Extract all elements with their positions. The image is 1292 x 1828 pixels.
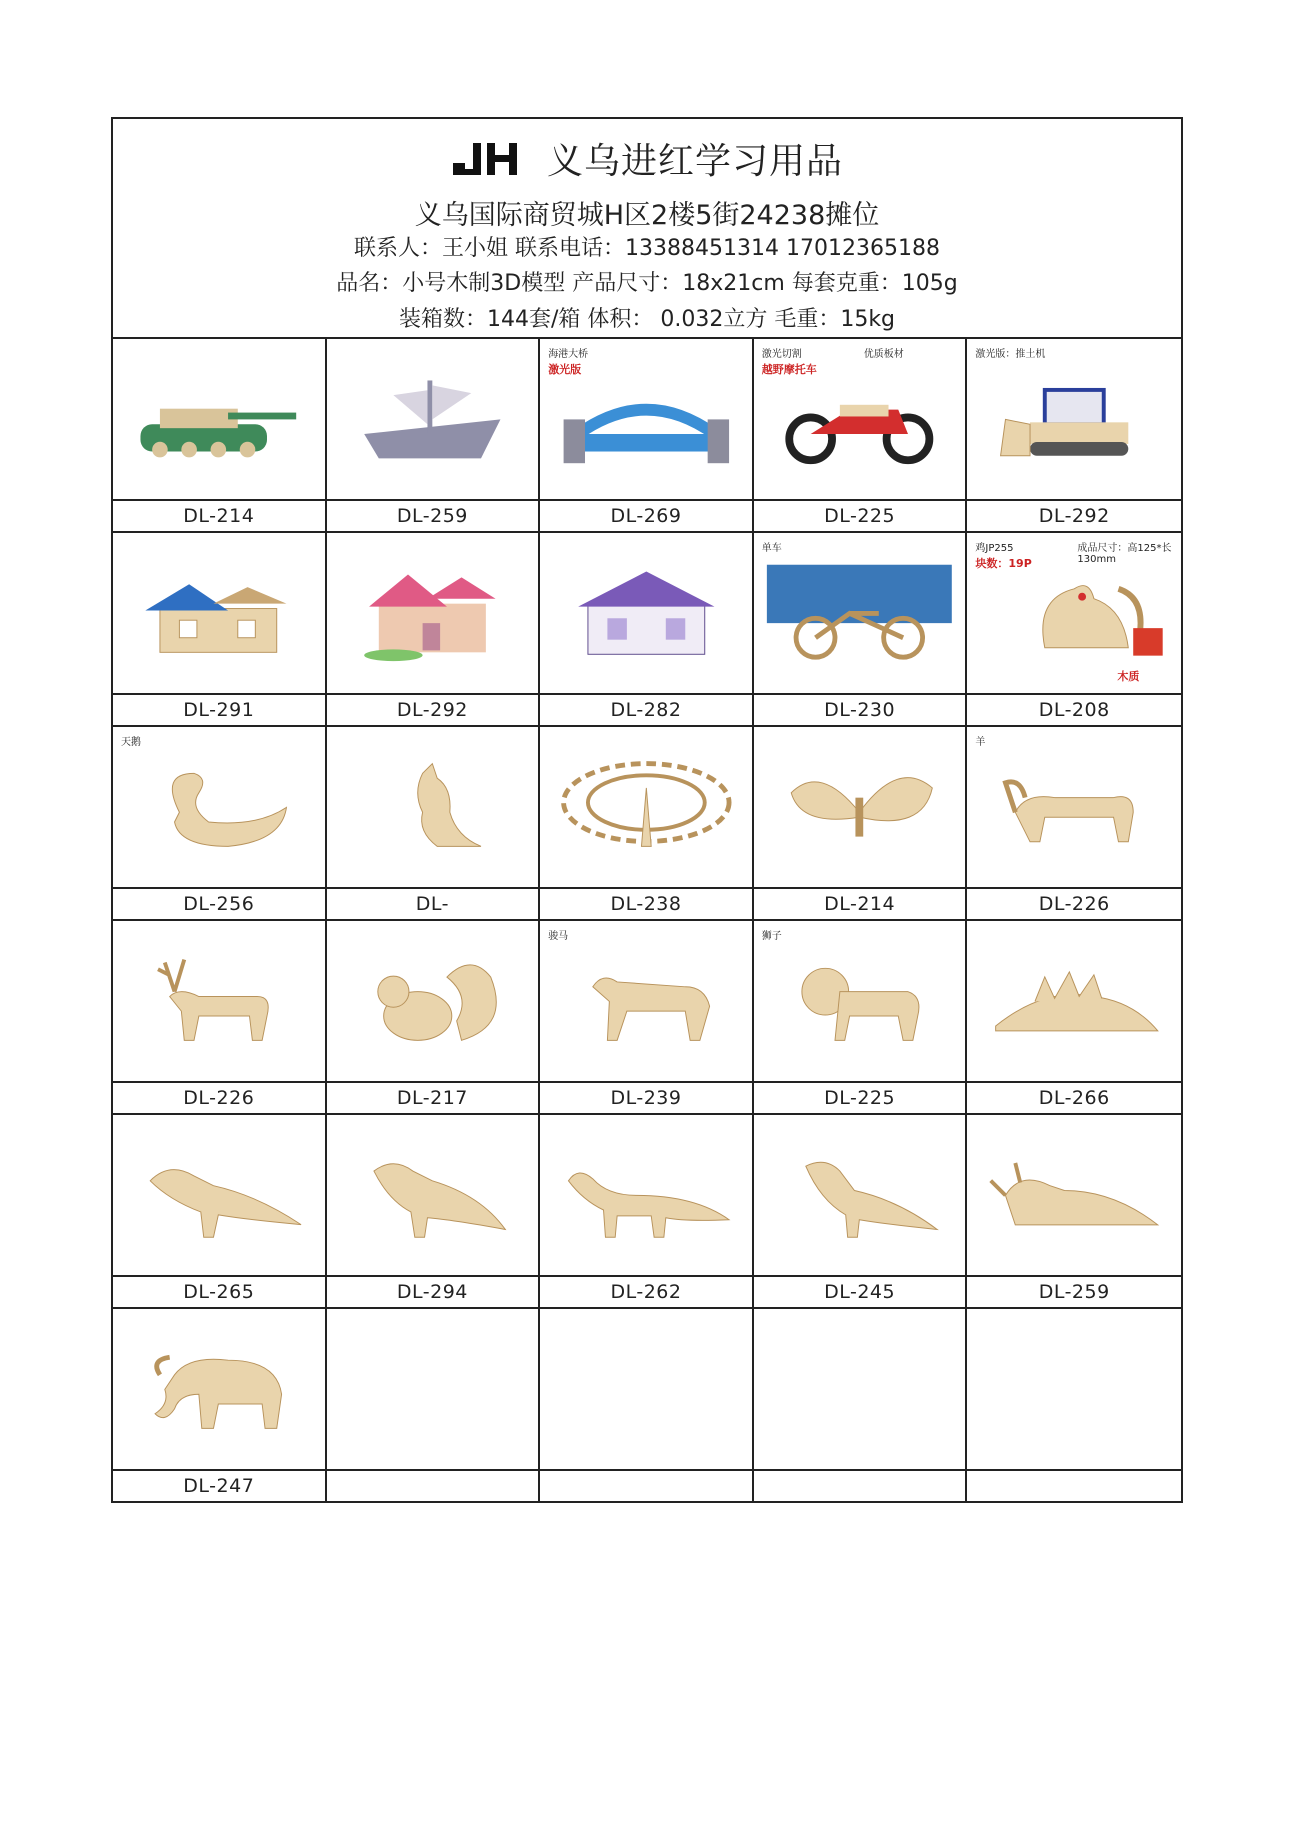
product-cell: [327, 533, 541, 727]
product-image: [967, 921, 1181, 1083]
product-cell: [113, 1309, 327, 1501]
product-tag: 天鹅: [121, 737, 141, 748]
product-cell: [113, 921, 327, 1115]
product-tag: 单车: [761, 543, 782, 554]
product-code: DL-217: [396, 1087, 468, 1109]
company-name: 义乌进红学习用品: [546, 140, 843, 182]
jh-logo: [451, 141, 521, 175]
product-tag: 激光版: [548, 363, 582, 376]
product-image: [967, 339, 1181, 501]
product-cell: [113, 1115, 327, 1309]
product-image: [754, 1115, 966, 1277]
jh-logo-icon: [451, 141, 521, 175]
product-code: [967, 1471, 1181, 1501]
purple-house-icon: [549, 543, 744, 684]
product-image: [967, 727, 1181, 889]
product-tag: 成品尺寸：高125*长130mm: [1077, 543, 1172, 565]
product-tag: 羊: [975, 737, 986, 748]
butterfly-icon: [762, 737, 957, 878]
squirrel-icon: [335, 931, 530, 1072]
product-code: DL-256: [183, 893, 255, 915]
empty-cell: [754, 1309, 968, 1501]
product-code: DL-262: [610, 1281, 682, 1303]
sauropod-icon: [549, 1125, 744, 1266]
product-code: DL-238: [610, 893, 682, 915]
product-code: DL-247: [183, 1475, 255, 1497]
product-cell: [540, 339, 754, 533]
product-tag: 海港大桥: [548, 349, 589, 360]
product-tag: 木质: [1117, 670, 1140, 683]
pink-house-icon: [335, 543, 530, 684]
product-image: [540, 727, 752, 889]
product-image: [967, 533, 1181, 695]
product-cell: [967, 921, 1181, 1115]
product-cell: [327, 921, 541, 1115]
product-code: DL-259: [1038, 1281, 1110, 1303]
product-code: DL-265: [183, 1281, 255, 1303]
product-code: [540, 1471, 752, 1501]
product-cell: [754, 727, 968, 921]
product-image: [327, 921, 539, 1083]
product-code: DL-245: [824, 1281, 896, 1303]
product-image: [754, 533, 966, 695]
horse-icon: [549, 931, 744, 1072]
product-tag: 激光切割: [761, 349, 802, 360]
product-code: DL-225: [824, 1087, 896, 1109]
product-code: [754, 1471, 966, 1501]
product-tag: 狮子: [761, 931, 782, 942]
product-code: DL-282: [610, 699, 682, 721]
product-image: [540, 921, 752, 1083]
product-image: [967, 1115, 1181, 1277]
product-cell: [113, 533, 327, 727]
product-image: [327, 727, 539, 889]
empty-image: [754, 1309, 966, 1471]
product-cell: [327, 339, 541, 533]
brand-row: [113, 133, 1181, 183]
product-tag: 骏马: [548, 931, 569, 942]
dinosaur-icon: [335, 1125, 530, 1266]
product-cell: [754, 533, 968, 727]
empty-cell: [327, 1309, 541, 1501]
product-cell: [540, 533, 754, 727]
product-image: [327, 1115, 539, 1277]
trex-icon: [121, 1125, 316, 1266]
product-image: [113, 1309, 325, 1471]
product-cell: [967, 727, 1181, 921]
peacock-icon: [549, 737, 744, 878]
product-cell: [754, 921, 968, 1115]
product-cell: [113, 339, 327, 533]
product-tag: 激光版：推土机: [975, 349, 1046, 360]
product-image: [113, 921, 325, 1083]
product-code: DL-214: [824, 893, 896, 915]
product-cell: [754, 339, 968, 533]
product-image: [754, 727, 966, 889]
empty-cell: [540, 1309, 754, 1501]
product-code: DL-291: [183, 699, 255, 721]
product-image: [327, 533, 539, 695]
triceratops-icon: [976, 1125, 1173, 1266]
tank-icon: [121, 349, 316, 490]
product-tag: 块数：19P: [975, 557, 1032, 570]
product-code: DL-266: [1038, 1087, 1110, 1109]
empty-image: [540, 1309, 752, 1471]
lion-icon: [762, 931, 957, 1072]
product-cell: [754, 1115, 968, 1309]
product-code: DL-214: [183, 505, 255, 527]
bicycle-icon: [762, 543, 957, 684]
house-icon: [121, 543, 316, 684]
product-image: [113, 339, 325, 501]
empty-image: [967, 1309, 1181, 1471]
bulldozer-icon: [976, 349, 1173, 490]
product-code: DL-230: [824, 699, 896, 721]
product-code: DL-259: [396, 505, 468, 527]
contact-line: 联系人：王小姐 联系电话：13388451314 17012365188: [354, 236, 940, 261]
address-line: 义乌国际商贸城H区2楼5街24238摊位: [414, 200, 880, 231]
elephant-icon: [121, 1319, 316, 1460]
product-image: [113, 1115, 325, 1277]
product-code: DL-294: [396, 1281, 468, 1303]
product-code: DL-208: [1038, 699, 1110, 721]
product-code: DL-226: [183, 1087, 255, 1109]
product-image: [540, 533, 752, 695]
product-image: [754, 921, 966, 1083]
product-image: [113, 727, 325, 889]
product-line: 品名：小号木制3D模型 产品尺寸：18x21cm 每套克重：105g: [336, 271, 958, 296]
product-code: DL-: [415, 893, 450, 915]
empty-image: [327, 1309, 539, 1471]
product-cell: [540, 727, 754, 921]
goat-icon: [976, 737, 1173, 878]
product-cell: [967, 533, 1181, 727]
product-cell: [540, 1115, 754, 1309]
product-cell: [540, 921, 754, 1115]
product-cell: [967, 1115, 1181, 1309]
pirate-ship-icon: [335, 349, 530, 490]
product-tag: 鸡JP255: [975, 543, 1014, 554]
product-grid: [113, 339, 1181, 1501]
product-cell: [327, 727, 541, 921]
product-code: DL-292: [1038, 505, 1110, 527]
product-tag: 越野摩托车: [761, 363, 817, 376]
product-code: DL-226: [1038, 893, 1110, 915]
product-code: DL-239: [610, 1087, 682, 1109]
product-code: DL-269: [610, 505, 682, 527]
catalog-sheet: [111, 117, 1183, 1503]
product-code: DL-225: [824, 505, 896, 527]
product-code: [327, 1471, 539, 1501]
product-code: DL-292: [396, 699, 468, 721]
product-image: [327, 339, 539, 501]
empty-cell: [967, 1309, 1181, 1501]
kangaroo-icon: [335, 737, 530, 878]
product-image: [540, 1115, 752, 1277]
catalog-header: [113, 119, 1181, 339]
packing-line: 装箱数：144套/箱 体积： 0.032立方 毛重：15kg: [398, 307, 896, 332]
product-cell: [327, 1115, 541, 1309]
deer-icon: [121, 931, 316, 1072]
stegosaurus-icon: [976, 931, 1173, 1072]
product-tag: 优质板材: [863, 349, 904, 360]
product-image: [113, 533, 325, 695]
swan-icon: [121, 737, 316, 878]
product-image: [540, 339, 752, 501]
product-image: [754, 339, 966, 501]
product-cell: [113, 727, 327, 921]
product-cell: [967, 339, 1181, 533]
raptor-icon: [762, 1125, 957, 1266]
